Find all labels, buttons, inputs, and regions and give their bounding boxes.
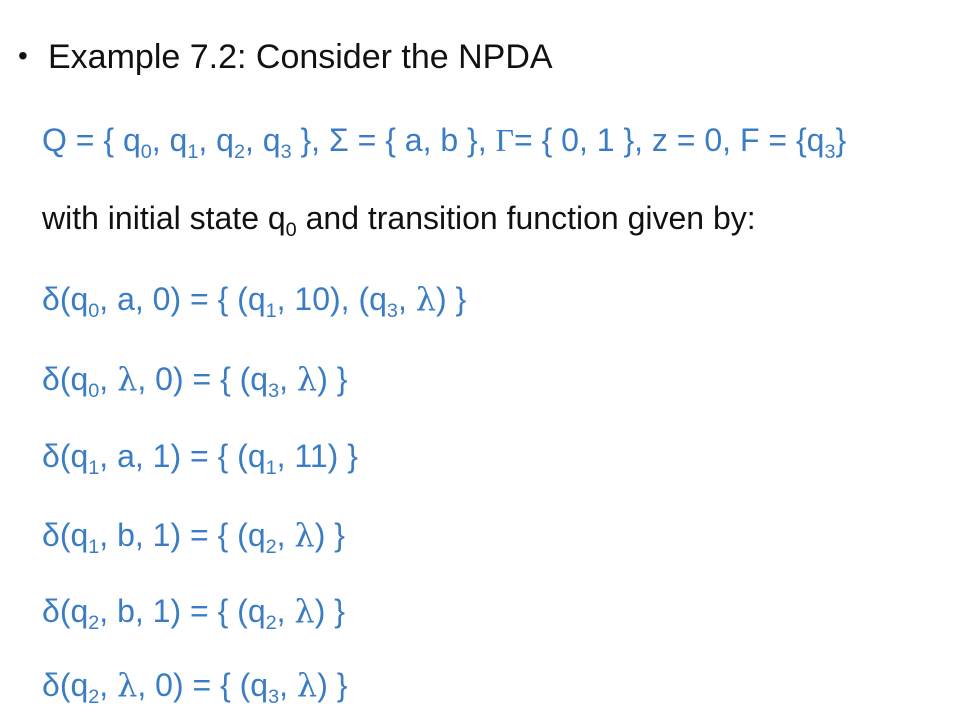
transition-rule-4: $\delta(q_1$, b, 1) = { ($q_2$, λ) }: [42, 516, 345, 558]
transition-rule-5: $\delta(q_2$, b, 1) = { ($q_2$, λ) }: [42, 592, 345, 634]
transition-rule-2: $\delta(q_0$, λ, 0) = { ($q_3$, λ) }: [42, 360, 348, 402]
transition-rule-6: $\delta(q_2$, λ, 0) = { ($q_3$, λ) }: [42, 666, 348, 708]
npda-definition: Q = { $q_0$, $q_1$, $q_2$, $q_3$ }, Σ = { a, b }, Γ= { 0, 1 }, z = 0, $F = \{q_3\}$: [42, 122, 847, 163]
slide-heading: [18, 38, 553, 77]
heading-text: Example 7.2: Consider the NPDA: [48, 38, 553, 76]
transition-rule-1: $\delta(q_0$, a, 0) = { ($q_1$, 10), ($q_3$, λ) }: [42, 280, 467, 322]
initial-state-text: with initial state $q_0$ and transition function given by:: [42, 200, 756, 241]
transition-rule-3: $\delta(q_1$, a, 1) = { ($q_1$, 11) }: [42, 438, 358, 479]
bullet-icon: •: [18, 40, 28, 71]
